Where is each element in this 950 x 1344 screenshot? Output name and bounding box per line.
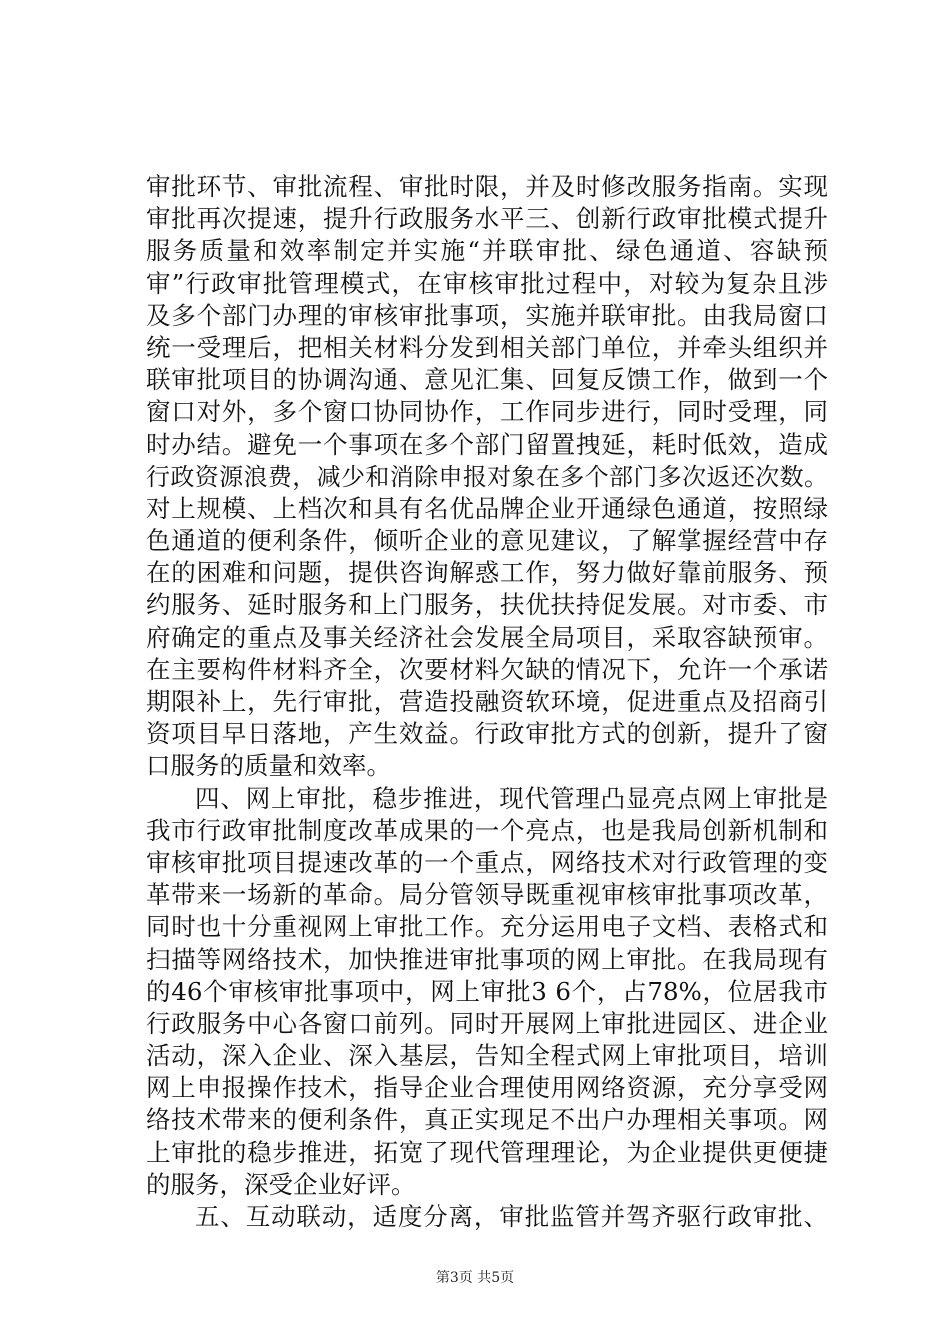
body-text-line: 同时也十分重视网上审批工作。充分运用电子文档、表格式和 [146, 912, 828, 942]
body-text-line: 对上规模、上档次和具有名优品牌企业开通绿色通道，按照绿 [146, 493, 828, 523]
body-text-line: 色通道的便利条件，倾听企业的意见建议，了解掌握经营中存 [146, 526, 828, 556]
body-text-line: 扫描等网络技术，加快推进审批事项的网上审批。在我局现有 [146, 944, 828, 974]
body-text-line: 口服务的质量和效率。 [146, 751, 391, 781]
body-text-line: 的服务，深受企业好评。 [146, 1169, 416, 1199]
body-text-line: 在主要构件材料齐全，次要材料欠缺的情况下，允许一个承诺 [146, 654, 828, 684]
body-text-line: 在的困难和问题，提供咨询解惑工作，努力做好靠前服务、预 [146, 558, 828, 588]
body-text-line: 上审批的稳步推进，拓宽了现代管理理论，为企业提供更便捷 [146, 1137, 828, 1167]
body-text-line: 审”行政审批管理模式，在审核审批过程中，对较为复杂且涉 [146, 268, 828, 298]
body-text-line: 服务质量和效率制定并实施“并联审批、绿色通道、容缺预 [146, 236, 828, 266]
body-text-line: 联审批项目的协调沟通、意见汇集、回复反馈工作，做到一个 [146, 365, 828, 395]
body-text-line: 期限补上，先行审批，营造投融资软环境，促进重点及招商引 [146, 687, 828, 716]
body-text-line: 络技术带来的便利条件，真正实现足不出户办理相关事项。网 [146, 1105, 828, 1135]
body-text-line: 窗口对外，多个窗口协同协作，工作同步进行，同时受理，同 [146, 397, 828, 427]
body-text-line: 审批环节、审批流程、审批时限，并及时修改服务指南。实现 [146, 172, 828, 201]
document-body [146, 171, 828, 1233]
body-text-line: 约服务、延时服务和上门服务，扶优扶持促发展。对市委、市 [146, 590, 828, 620]
body-text-line: 五、互动联动，适度分离，审批监管并驾齐驱行政审批、 [195, 1202, 828, 1231]
body-text-line: 行政资源浪费，减少和消除申报对象在多个部门多次返还次数。 [146, 462, 828, 491]
body-text-line: 审核审批项目提速改革的一个重点，网络技术对行政管理的变 [146, 847, 828, 877]
body-text-line: 四、网上审批，稳步推进，现代管理凸显亮点网上审批是 [195, 783, 828, 813]
body-text-line: 统一受理后，把相关材料分发到相关部门单位，并牵头组织并 [146, 332, 828, 362]
body-text-line: 我市行政审批制度改革成果的一个亮点，也是我局创新机制和 [146, 815, 828, 845]
body-text-line: 时办结。避免一个事项在多个部门留置拽延，耗时低效，造成 [146, 429, 828, 459]
body-text-line: 府确定的重点及事关经济社会发展全局项目，采取容缺预审。 [146, 622, 828, 652]
body-text-line: 革带来一场新的革命。局分管领导既重视审核审批事项改革， [146, 880, 828, 910]
body-text-line: 行政服务中心各窗口前列。同时开展网上审批进园区、进企业 [146, 1008, 828, 1038]
page-footer: 第3页 共5页 [435, 1270, 515, 1286]
body-text-line: 资项目早日落地，产生效益。行政审批方式的创新，提升了窗 [146, 719, 828, 749]
body-text-line: 网上申报操作技术，指导企业合理使用网络资源，充分享受网 [146, 1073, 828, 1103]
body-text-line: 及多个部门办理的审核审批事项，实施并联审批。由我局窗口 [146, 300, 828, 330]
body-text-line: 的46个审核审批事项中，网上审批3 6个，占78%，位居我市 [146, 976, 828, 1006]
body-text-line: 活动，深入企业、深入基层，告知全程式网上审批项目，培训 [146, 1041, 828, 1071]
body-text-line: 审批再次提速，提升行政服务水平三、创新行政审批模式提升 [146, 204, 828, 234]
